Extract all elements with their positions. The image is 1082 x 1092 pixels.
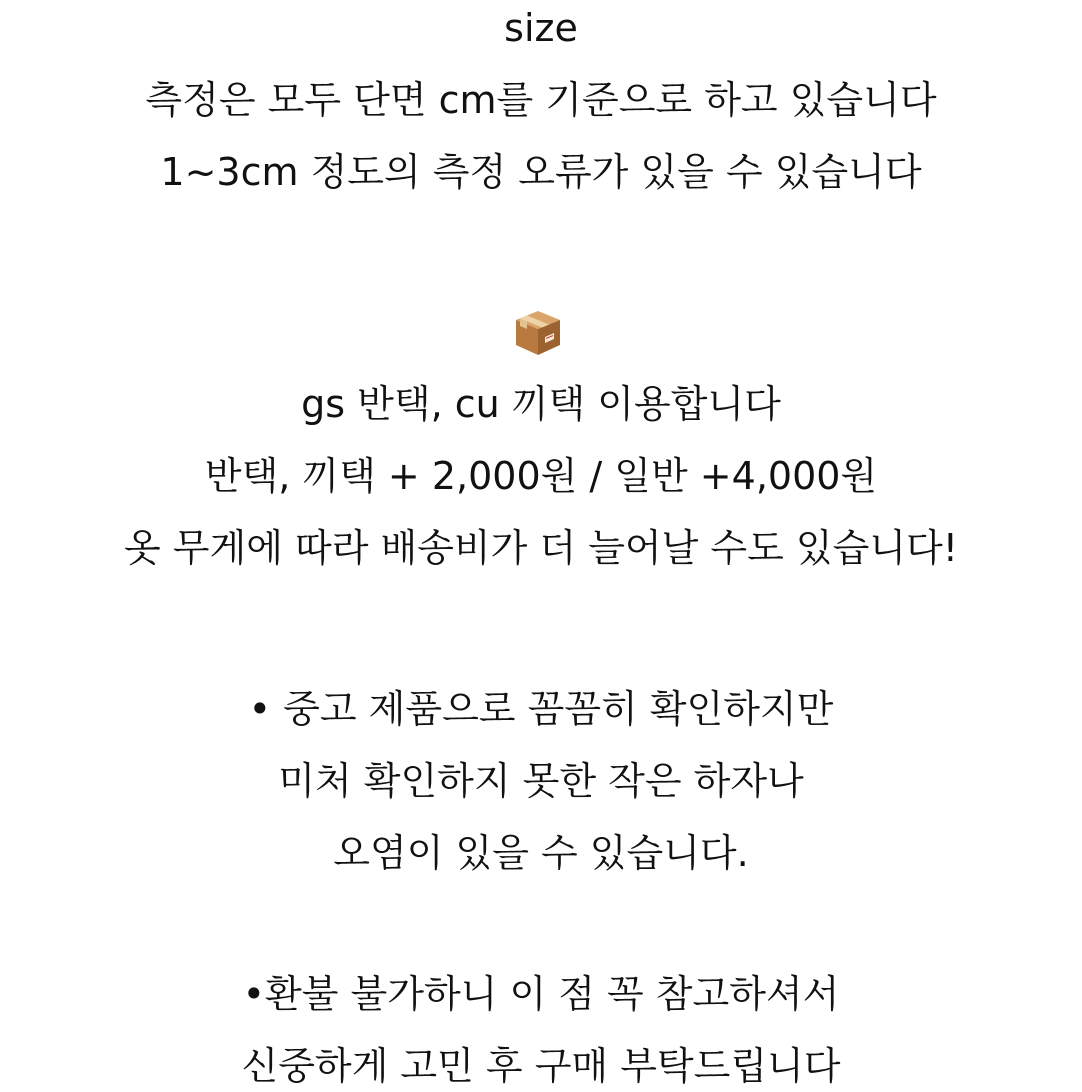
size-title: size <box>504 6 578 50</box>
shipping-fee: 반택, 끼택 + 2,000원 / 일반 +4,000원 <box>204 454 878 498</box>
condition-note-2: 미처 확인하지 못한 작은 하자나 <box>278 759 804 803</box>
size-error-note: 1~3cm 정도의 측정 오류가 있을 수 있습니다 <box>160 150 922 194</box>
refund-note-2: 신중하게 고민 후 구매 부탁드립니다 <box>241 1044 841 1088</box>
shipping-method: gs 반택, cu 끼택 이용합니다 <box>301 382 781 426</box>
size-measure-note: 측정은 모두 단면 cm를 기준으로 하고 있습니다 <box>145 78 937 122</box>
refund-note-1: •환불 불가하니 이 점 꼭 참고하셔서 <box>242 972 840 1016</box>
condition-note-1: • 중고 제품으로 꼼꼼히 확인하지만 <box>248 687 834 731</box>
package-box-icon <box>512 307 564 359</box>
condition-note-3: 오염이 있을 수 있습니다. <box>333 831 749 875</box>
shipping-weight-note: 옷 무게에 따라 배송비가 더 늘어날 수도 있습니다! <box>124 526 958 570</box>
